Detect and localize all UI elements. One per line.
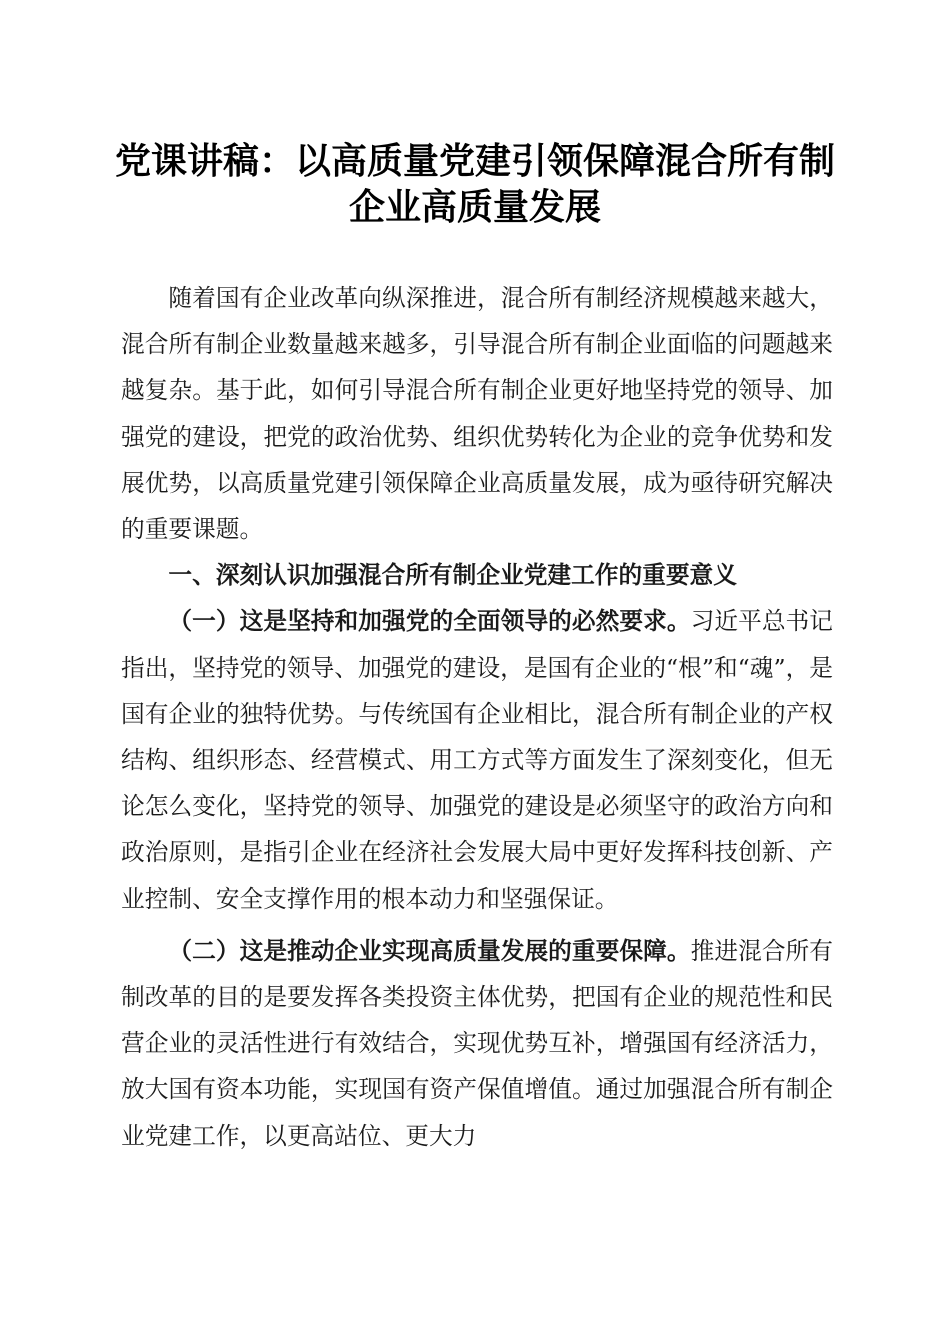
point-paragraph-1 <box>121 598 833 921</box>
point-paragraph-2 <box>121 928 833 1159</box>
point-lead-1: （一）这是坚持和加强党的全面领导的必然要求。 <box>168 607 691 636</box>
document-title-line-2: 企业高质量发展 <box>348 186 601 228</box>
document-body <box>121 275 833 1159</box>
point-lead-2: （二）这是推动企业实现高质量发展的重要保障。 <box>168 936 691 965</box>
section-heading-1: 一、深刻认识加强混合所有制企业党建工作的重要意义 <box>168 561 737 590</box>
point-body-2: 推进混合所有制改革的目的是要发挥各类投资主体优势，把国有企业的规范性和民营企业的灵活性进行有效结合，实现优势互补，增强国有经济活力，放大国有资本功能，实现国有资产保值增值。通过加强混合所有制企业党建工作，以更高站位、更大力 <box>121 936 833 1150</box>
document-title-line-1: 党课讲稿：以高质量党建引领保障混合所有制 <box>114 140 835 182</box>
point-body-1: 习近平总书记指出，坚持党的领导、加强党的建设，是国有企业的“根”和“魂”，是国有企业的独特优势。与传统国有企业相比，混合所有制企业的产权结构、组织形态、经营模式、用工方式等方面发生了深刻变化，但无论怎么变化，坚持党的领导、加强党的建设是必须坚守的政治方向和政治原则，是指引企业在经济社会发展大局中更好发挥科技创新、产业控制、安全支撑作用的根本动力和坚强保证。 <box>121 607 833 913</box>
intro-paragraph: 随着国有企业改革向纵深推进，混合所有制经济规模越来越大，混合所有制企业数量越来越多，引导混合所有制企业面临的问题越来越复杂。基于此，如何引导混合所有制企业更好地坚持党的领导、加强党的建设，把党的政治优势、组织优势转化为企业的竞争优势和发展优势，以高质量党建引领保障企业高质量发展，成为亟待研究解决的重要课题。 <box>121 284 833 544</box>
